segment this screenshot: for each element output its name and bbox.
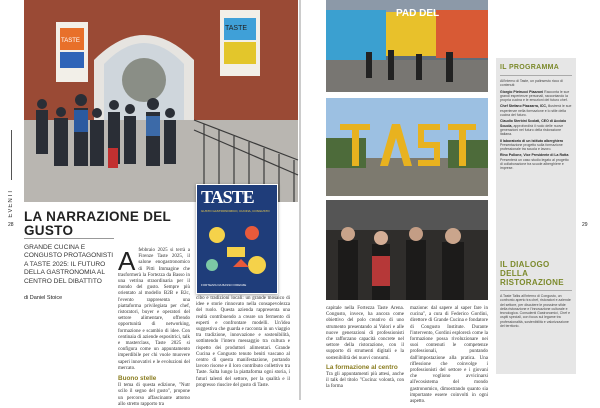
programma-title: IL PROGRAMMA [500, 64, 560, 71]
photo-crowd-outdoor [326, 0, 488, 92]
dialogo-title: IL DIALOGO DELLA RISTORAZIONE [500, 260, 564, 287]
page-number-right: 29 [582, 222, 588, 228]
column-1-intro: febbraio 2025 si terrà a Firenze Taste 2025, il salone enogastronomico di Pitti Immagine [138, 248, 190, 272]
dialogo-section [500, 260, 572, 330]
banner-left-text: TASTE [61, 38, 80, 44]
dialogo-text: A Taste Talks all'interno di Congusto, un confronto aperto tra chef, ristoratori e aziende del settore, per discutere le prossime sfide della ristorazione e l'innovazione culturale e tecnologica. Consulenti Gastronomici, Chef e ospiti speciali, con focus sul legame tra professionalità, sostenibilità e valorizzazione del territorio. [500, 294, 571, 329]
programma-item: Claudio Sterbini Scolati, CEO di Acciaio Scuola, approfondirà il ruolo delle nuove generazioni nel futuro della ristorazione italiana. [500, 119, 567, 137]
photo-taste-letters [326, 98, 488, 196]
programma-item: Giorgio Pietrucci Piazzoni Racconta le sue grandi esperienze personali, raccontando la propria cucina e le emozioni del futuro chef. [500, 89, 570, 103]
article-deck: GRANDE CUCINA E CONGUSTO PROTAGONISTI A TASTE 2025: IL FUTURO DELLA GASTRONOMIA AL CENTRO DEL DIBATTITO [24, 244, 114, 285]
sign-text: PAD DEL [396, 8, 440, 19]
right-column-1-body: capitale nella Fortezza Taste Arena. Congusto, invece, ha ancora come obiettivo del polo creativo di uno strumento presentando ai Valori e alle nuove generazioni di professionisti che rafforzano capacità concrete nel settore della ristorazione, con il supporto di strumenti digitali e la sostenibilità dei nuovi consumi. [326, 306, 404, 361]
programma-item: Il laboratorio di un istituto alberghiero Presentazione progetto sulla formazione professionale tra scuola e lavoro. [500, 138, 564, 152]
dialogo-rule [500, 290, 572, 291]
magazine-title: TASTE [201, 187, 254, 207]
column-1-tail: Il tema di questa edizione, "Nutr scilo il segno del gusto", propone un percorso affascinante attorno allo stretto rapporto tra [118, 383, 190, 407]
programma-rule [500, 75, 572, 76]
column-1-body: che trasformerà la Fortezza da Basso in una vetrina straordinaria per il mondo del gusto. Sempre più orientato al modello B2B e B2c, l'evento rappresenta una piattaforma privilegiata per chef, ristoratori, buyer e operatori del settore alimentare, offrendo opportunità di networking, formazione e scambio di idee. Con centinaia di aziende espositrici, talk e masterclass, Taste 2025 si configura come un appuntamento imperdibile per chi vuole muovere saperi innovativi e le evoluzioni del mercato. [118, 266, 191, 371]
page-gutter [299, 0, 301, 400]
column-1-subhead: Buono stelle [118, 375, 157, 383]
right-column-1-subhead: La formazione al centro [326, 363, 398, 371]
sidebar-box [496, 58, 576, 374]
right-column-2 [410, 306, 488, 405]
title-rule [24, 238, 114, 239]
right-column-1-tail: Tra gli appuntamenti più attesi, anche il talk del titolo "Cucina: volontà, con la forma [326, 372, 404, 390]
column-2-body: cibo e tradizioni locali: un grande mosaico di idee e storie rinnovato nella consapevolezza del ruolo. Questa azienda rappresenta una realtà contribuendo a creare un fermento di esperti e confrontare modelli. Un'idea suggestiva che guarda e racconta in un viaggio tra tradizione, innovazione e sostenibilità, sottintendo l'intero messaggio tra cultura e rispetto dei produttori alimentari. Grande Cucina e Congusto tenuto beniti vascano al centro di questa manifestazione, portando lavoro risorse e il loro contributo collettivo tra Taste. Salta lungo la piattaforma ogni storia, i futuri talenti del settore, per la qualità e il progresso riuscire del gusto di Taste. [196, 296, 290, 388]
photo-panel-speakers [326, 200, 488, 300]
magazine-subtitle: GUSTO GASTRONOMICO, CUCINA, CONGUSTO [201, 209, 270, 213]
article-title: LA NARRAZIONE DEL GUSTO [24, 209, 171, 238]
side-rule [11, 130, 12, 180]
byline: di Daniel Stoice [24, 295, 63, 301]
magazine-cover [196, 184, 278, 294]
magazine-illustration [197, 215, 277, 285]
article-column-2 [196, 296, 290, 396]
page-number-left: 28 [8, 222, 14, 228]
programma-section [500, 64, 572, 173]
programma-item: Rino Pollone, Vice Presidente di La Rotta Presenterà un caso studio legato al progetto di collaborazione tra scuole alberghiere e imprese. [500, 153, 569, 171]
banner-right-text: TASTE [225, 25, 248, 32]
magazine-footer: FORTEZZA DA BASSO FIRENZE [201, 283, 247, 287]
programma-intro: All'interno di Taste, un palinsesto ricco di contenuti: [500, 79, 563, 88]
right-column-2-body: mazione: dal sapere al saper fare in cucina", a cura di Federico Gordini, direttore di Grande Cucina e fondatore di Congusto Institute. Durante l'intervento, Gordini esplorerà come la formazione possa rivoluzionare nei suoi contenuti le competenze professionali, puntando dall'impostazione alla pratica. Una riflessione che coinvolge i professionisti del settore e i giovani che vogliono avvicinarsi all'ecosistema del mondo gastronomico, dimostrando quanto sia importante essere coinvolti in ogni aspetto. [410, 306, 488, 405]
section-tab: EVENTI [8, 190, 14, 218]
drop-cap: A [118, 246, 136, 276]
right-column-1 [326, 306, 404, 396]
programma-item: Chef Stefano Piazzarra, ICC, illustrerà le sue esperienze nella formazione e lo stile della cucina del futuro. [500, 104, 572, 118]
hero-photo [24, 0, 298, 202]
article-column-1 [118, 246, 191, 407]
